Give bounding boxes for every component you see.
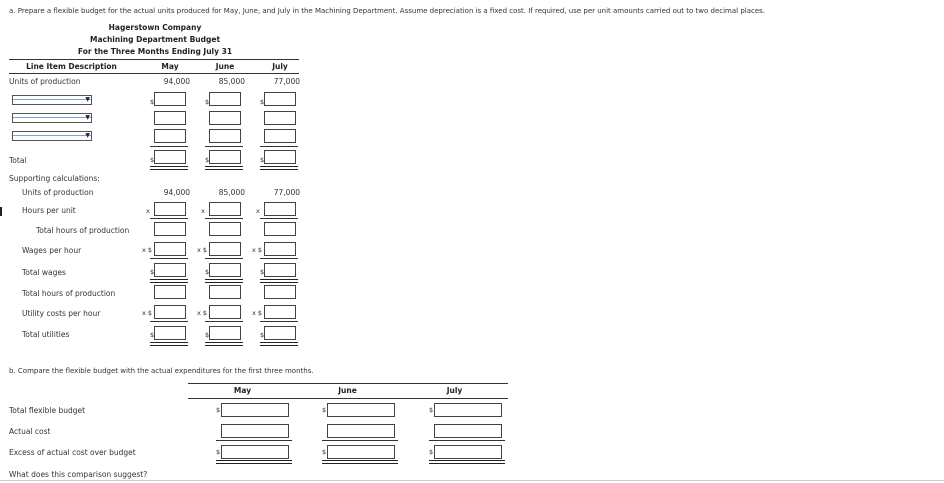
dollar-sign: $ bbox=[260, 156, 265, 164]
sc-units-may: 94,000 bbox=[163, 188, 190, 197]
chevron-down-icon: ▼ bbox=[85, 96, 90, 103]
june-wages-per-hour-input[interactable] bbox=[209, 242, 241, 256]
chevron-down-icon: ▼ bbox=[85, 114, 90, 121]
left-edge-marker bbox=[0, 207, 2, 216]
may-line-3-input[interactable] bbox=[154, 129, 186, 143]
rule bbox=[205, 321, 243, 322]
double-rule bbox=[150, 342, 188, 346]
col-header-june: June bbox=[215, 62, 235, 71]
dollar-sign: $ bbox=[429, 406, 434, 414]
subtotal-rule bbox=[260, 146, 298, 147]
utility-per-hour-label: Utility costs per hour bbox=[22, 309, 101, 318]
times-dollar-sign: x $ bbox=[197, 309, 208, 317]
may-actual-cost-input[interactable] bbox=[221, 424, 289, 438]
times-dollar-sign: x $ bbox=[197, 246, 208, 254]
june-total-wages-input[interactable] bbox=[209, 263, 241, 277]
total-double-rule bbox=[150, 166, 188, 170]
rule bbox=[150, 218, 188, 219]
july-hours-per-unit-input[interactable] bbox=[264, 202, 296, 216]
july-utility-per-hour-input[interactable] bbox=[264, 305, 296, 319]
rule bbox=[150, 258, 188, 259]
july-total-utilities-input[interactable] bbox=[264, 326, 296, 340]
header-rule-top bbox=[9, 59, 299, 60]
times-dollar-sign: x $ bbox=[252, 246, 263, 254]
rule bbox=[260, 321, 298, 322]
may-utility-per-hour-input[interactable] bbox=[154, 305, 186, 319]
dollar-sign: $ bbox=[260, 98, 265, 106]
july-total-input[interactable] bbox=[264, 150, 296, 164]
june-line-1-input[interactable] bbox=[209, 92, 241, 106]
may-total-utilities-input[interactable] bbox=[154, 326, 186, 340]
may-total-hours-2-input[interactable] bbox=[154, 285, 186, 299]
rule bbox=[205, 258, 243, 259]
flexible-budget-label: Total flexible budget bbox=[9, 406, 86, 415]
dollar-sign: $ bbox=[216, 448, 221, 456]
dollar-sign: $ bbox=[322, 406, 327, 414]
sc-units-july: 77,000 bbox=[273, 188, 300, 197]
part-b-instruction: b. Compare the flexible budget with the actual expenditures for the first three months. bbox=[9, 367, 314, 375]
june-total-hours-input[interactable] bbox=[209, 222, 241, 236]
times-sign: x bbox=[146, 207, 150, 215]
comparison-question: What does this comparison suggest? bbox=[9, 470, 148, 479]
dollar-sign: $ bbox=[429, 448, 434, 456]
units-july: 77,000 bbox=[273, 77, 300, 86]
total-double-rule bbox=[260, 166, 298, 170]
total-double-rule bbox=[205, 166, 243, 170]
header-rule-bottom bbox=[9, 73, 299, 74]
may-line-1-input[interactable] bbox=[154, 92, 186, 106]
may-total-wages-input[interactable] bbox=[154, 263, 186, 277]
hours-per-unit-label: Hours per unit bbox=[22, 206, 76, 215]
june-actual-cost-input[interactable] bbox=[327, 424, 395, 438]
july-total-hours-2-input[interactable] bbox=[264, 285, 296, 299]
double-rule bbox=[205, 279, 243, 283]
dollar-sign: $ bbox=[216, 406, 221, 414]
may-total-input[interactable] bbox=[154, 150, 186, 164]
line-item-select-3[interactable] bbox=[12, 131, 92, 141]
may-excess-input[interactable] bbox=[221, 445, 289, 459]
june-line-3-input[interactable] bbox=[209, 129, 241, 143]
june-total-hours-2-input[interactable] bbox=[209, 285, 241, 299]
times-dollar-sign: x $ bbox=[142, 246, 153, 254]
wages-per-hour-label: Wages per hour bbox=[22, 246, 82, 255]
line-item-select-2[interactable] bbox=[12, 113, 92, 123]
chevron-down-icon: ▼ bbox=[85, 132, 90, 139]
excess-label: Excess of actual cost over budget bbox=[9, 448, 136, 457]
dollar-sign: $ bbox=[150, 98, 155, 106]
double-rule bbox=[322, 460, 398, 464]
july-flexible-budget-input[interactable] bbox=[434, 403, 502, 417]
part-b-col-may: May bbox=[233, 386, 252, 395]
june-line-2-input[interactable] bbox=[209, 111, 241, 125]
dollar-sign: $ bbox=[205, 268, 210, 276]
times-sign: x bbox=[256, 207, 260, 215]
june-hours-per-unit-input[interactable] bbox=[209, 202, 241, 216]
double-rule bbox=[150, 279, 188, 283]
july-excess-input[interactable] bbox=[434, 445, 502, 459]
rule bbox=[322, 440, 398, 441]
units-june: 85,000 bbox=[218, 77, 245, 86]
total-wages-label: Total wages bbox=[22, 268, 66, 277]
june-excess-input[interactable] bbox=[327, 445, 395, 459]
may-line-2-input[interactable] bbox=[154, 111, 186, 125]
part-b-col-july: July bbox=[446, 386, 463, 395]
part-a-instruction: a. Prepare a flexible budget for the actual units produced for May, June, and July in the Machining Department. Assume depreciation is a fixed cost. If required, use per unit amounts carried out to two decimal places. bbox=[9, 7, 766, 15]
may-total-hours-input[interactable] bbox=[154, 222, 186, 236]
may-wages-per-hour-input[interactable] bbox=[154, 242, 186, 256]
dollar-sign: $ bbox=[150, 331, 155, 339]
rule bbox=[260, 218, 298, 219]
part-b-header-rule-bottom bbox=[188, 398, 508, 399]
col-header-july: July bbox=[272, 62, 288, 71]
times-sign: x bbox=[201, 207, 205, 215]
sc-units-june: 85,000 bbox=[218, 188, 245, 197]
times-dollar-sign: x $ bbox=[252, 309, 263, 317]
part-b-header-rule-top bbox=[188, 383, 508, 384]
col-header-may: May bbox=[161, 62, 179, 71]
total-utilities-label: Total utilities bbox=[22, 330, 70, 339]
company-name: Hagerstown Company bbox=[108, 23, 202, 32]
budget-title: Machining Department Budget bbox=[90, 35, 221, 44]
june-total-input[interactable] bbox=[209, 150, 241, 164]
times-dollar-sign: x $ bbox=[142, 309, 153, 317]
july-wages-per-hour-input[interactable] bbox=[264, 242, 296, 256]
double-rule bbox=[429, 460, 505, 464]
rule bbox=[216, 440, 292, 441]
july-actual-cost-input[interactable] bbox=[434, 424, 502, 438]
total-label: Total bbox=[9, 156, 27, 165]
dollar-sign: $ bbox=[150, 156, 155, 164]
dollar-sign: $ bbox=[322, 448, 327, 456]
dollar-sign: $ bbox=[260, 331, 265, 339]
july-line-3-input[interactable] bbox=[264, 129, 296, 143]
rule bbox=[150, 321, 188, 322]
dollar-sign: $ bbox=[205, 331, 210, 339]
double-rule bbox=[260, 342, 298, 346]
double-rule bbox=[260, 279, 298, 283]
double-rule bbox=[216, 460, 292, 464]
subtotal-rule bbox=[205, 146, 243, 147]
col-header-description: Line Item Description bbox=[26, 62, 117, 71]
part-b-col-june: June bbox=[338, 386, 357, 395]
rule bbox=[205, 218, 243, 219]
rule bbox=[429, 440, 505, 441]
sc-units-label: Units of production bbox=[22, 188, 94, 197]
total-hours-label-2: Total hours of production bbox=[22, 289, 116, 298]
dollar-sign: $ bbox=[260, 268, 265, 276]
actual-cost-label: Actual cost bbox=[9, 427, 51, 436]
dollar-sign: $ bbox=[205, 98, 210, 106]
dollar-sign: $ bbox=[205, 156, 210, 164]
june-flexible-budget-input[interactable] bbox=[327, 403, 395, 417]
units-may: 94,000 bbox=[163, 77, 190, 86]
units-label: Units of production bbox=[9, 77, 81, 86]
double-rule bbox=[205, 342, 243, 346]
subtotal-rule bbox=[150, 146, 188, 147]
dollar-sign: $ bbox=[150, 268, 155, 276]
supporting-calculations-label: Supporting calculations: bbox=[9, 174, 100, 183]
may-flexible-budget-input[interactable] bbox=[221, 403, 289, 417]
june-utility-per-hour-input[interactable] bbox=[209, 305, 241, 319]
may-hours-per-unit-input[interactable] bbox=[154, 202, 186, 216]
july-line-1-input[interactable] bbox=[264, 92, 296, 106]
line-item-select-1[interactable] bbox=[12, 95, 92, 105]
bottom-divider bbox=[0, 480, 944, 481]
june-total-utilities-input[interactable] bbox=[209, 326, 241, 340]
july-line-2-input[interactable] bbox=[264, 111, 296, 125]
july-total-hours-input[interactable] bbox=[264, 222, 296, 236]
july-total-wages-input[interactable] bbox=[264, 263, 296, 277]
rule bbox=[260, 258, 298, 259]
total-hours-label: Total hours of production bbox=[36, 226, 130, 235]
budget-period: For the Three Months Ending July 31 bbox=[77, 47, 233, 56]
